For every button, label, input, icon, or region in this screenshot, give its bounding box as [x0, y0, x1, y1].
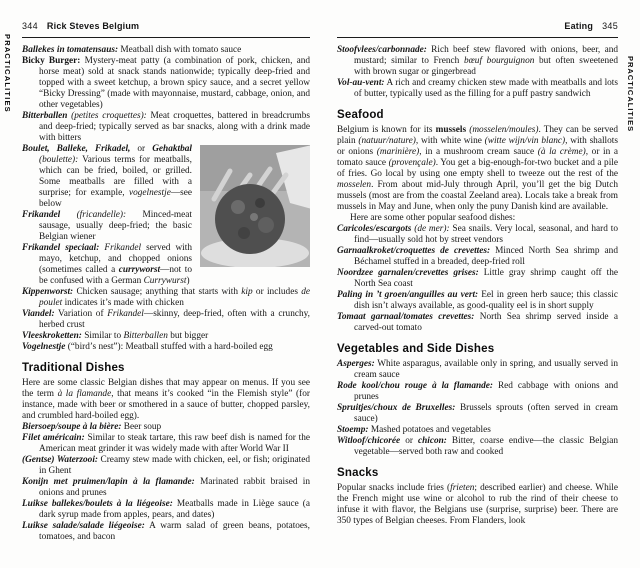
dish-entry: Filet américain: Similar to steak tartare, this raw beef dish is named for the American meat grinder it was widely made with after World War II	[22, 433, 311, 454]
practicalities-side-label-left: PRACTICALITIES	[3, 34, 12, 113]
dish-entry: (Gentse) Waterzooi: Creamy stew made with chicken, eel, or fish; originated in Ghent	[22, 455, 310, 476]
running-head-left: Rick Steves Belgium	[46, 21, 140, 31]
practicalities-tab-label: PRACTICALITIES	[626, 55, 635, 133]
dish-entry: Luikse ballekes/boulets à la liégeoise: Meatballs made in Liège sauce (a dark syrup made from apples, pears, and dates)	[22, 499, 310, 520]
stew-entries	[337, 45, 618, 100]
dish-entry: Vogelnestje (“bird’s nest”): Meatball stuffed with a hard-boiled egg	[22, 342, 273, 352]
running-head-right: Eating	[564, 21, 594, 31]
dish-entry: Caricoles/escargots (de mer): Sea snails. Very local, seasonal, and hard to find—usually sold hot by street vendors	[337, 224, 618, 245]
dish-entry: Frikandel (fricandelle): Minced-meat sausage, usually deep-fried; the basic Belgian wiener	[22, 210, 193, 242]
dish-entry: Stoemp: Mashed potatoes and vegetables	[337, 425, 491, 435]
dish-entry: Frikandel speciaal: Frikandel served with mayo, ketchup, and chopped onions (sometimes called a curryworst—not to be confused with a German Currywurst)	[22, 243, 193, 286]
section-heading: Traditional Dishes	[22, 362, 125, 374]
page-body-left	[22, 45, 310, 543]
dish-entry: Asperges: White asparagus, available only in spring, and usually served in cream sauce	[337, 359, 618, 380]
dish-entry: Konijn met pruimen/lapin à la flamande: Marinated rabbit braised in onions and prunes	[22, 477, 311, 498]
dish-entry: Paling in ’t groen/anguilles au vert: Eel in green herb sauce; this classic dish isn’t always available, as good-quality eel is in short supply	[337, 290, 618, 311]
page-number-right: 345	[602, 21, 618, 31]
traditional-dish-entries	[22, 422, 310, 543]
seafood-entries	[337, 224, 618, 334]
page-header-left	[22, 20, 310, 38]
dish-entry: Witloof/chicorée or chicon: Bitter, coarse endive—the classic Belgian vegetable—served both raw and cooked	[337, 436, 618, 457]
dish-entry: Noordzee garnalen/crevettes grises: Little gray shrimp caught off the North Sea coast	[337, 268, 618, 289]
dish-entry: Viandel: Variation of Frikandel—skinny, deep-fried, often with a crunchy, herbed crust	[22, 309, 310, 330]
body-paragraph: Here are some classic Belgian dishes that may appear on menus. If you see the term à la flamande, that means it’s cooked “in the Flemish style” (for instance, made with beer or smothered in a sauce of butter, chopped parsley, and crumbled hard-boiled egg).	[22, 378, 310, 421]
dish-entry: Garnaalkroket/croquettes de crevettes: Minced North Sea shrimp and Béchamel stuffed in a breaded, deep-fried roll	[337, 246, 618, 267]
body-paragraph: Popular snacks include fries (frieten; described earlier) and cheese. While the French might use wine or alcohol to rub the rind of their cheese to infuse it with flavor, the Belgians use (surprise, surprise) beer. There are 350 types of Belgian cheeses. From Flanders, look	[337, 483, 619, 526]
practicalities-tab-right	[621, 54, 640, 134]
meat-snack-entries-wrapped	[22, 144, 310, 353]
vegetable-entries	[337, 359, 618, 458]
page-header-right	[337, 20, 618, 38]
page-number-left: 344	[22, 21, 38, 31]
body-paragraph: Here are some other popular seafood dishes:	[350, 213, 516, 223]
body-paragraph: Belgium is known for its mussels (mosselen/moules). They can be served plain (natuur/nature), with white wine (witte wijn/vin blanc), with shallots or onions (marinière), in a mushroom cream sauce (à la crème), or in a tomato sauce (provençale). You get a big-enough-for-two bucket and a pile of fries. Go local by using one empty shell to tweeze out the rest of the mosselen. From about mid-July through April, you’ll get the big Dutch mussels (most are from the coastal Zeeland area). Locals take a break from mussels in May and June, when only the puny Danish kind are available.	[337, 125, 619, 212]
dish-entry: Luikse salade/salade liégeoise: A warm salad of green beans, potatoes, tomatoes, and bacon	[22, 521, 310, 542]
meatball-and-fries-photo	[200, 145, 310, 267]
dish-entry: Rode kool/chou rouge à la flamande: Red cabbage with onions and prunes	[337, 381, 619, 402]
dish-entry: Spruitjes/choux de Bruxelles: Brussels sprouts (often served in cream sauce)	[337, 403, 618, 424]
page-left	[22, 20, 310, 543]
page-right	[337, 20, 618, 527]
section-heading: Vegetables and Side Dishes	[337, 343, 495, 355]
dish-entry: Tomaat garnaal/tomates crevettes: North Sea shrimp served inside a carved-out tomato	[337, 312, 618, 333]
dish-entry: Bicky Burger: Mystery-meat patty (a combination of pork, chicken, and horse meat) sold at snack stands nationwide; typically deep-fried and topped with a sweet ketchup, a brown spicy sauce, and a secret yellow “Bicky Dressing” (made with mayonnaise, mustard, cabbage, onion, and other vegetables)	[22, 56, 310, 110]
dish-entry: Ballekes in tomatensaus: Meatball dish with tomato sauce	[22, 45, 242, 55]
dish-entry: Biersoep/soupe à la bière: Beer soup	[22, 422, 162, 432]
meat-snack-entries	[22, 45, 310, 144]
dish-entry: Bitterballen (petites croquettes): Meat croquettes, battered in breadcrumbs and deep-fried; typically served as bar snacks, along with a drink made with bitters	[22, 111, 311, 143]
dish-entry: Vol-au-vent: A rich and creamy chicken stew made with meatballs and lots of butter, typically used as the filling for a puff pastry sandwich	[337, 78, 618, 99]
page-body-right	[337, 45, 618, 527]
dish-entry: Kippenworst: Chicken sausage; anything that starts with kip or includes de poulet indicates it’s made with chicken	[22, 287, 311, 308]
section-heading: Seafood	[337, 109, 384, 121]
section-heading: Snacks	[337, 467, 379, 479]
dish-entry: Stoofvlees/carbonnade: Rich beef stew flavored with onions, beer, and mustard; similar to French bœuf bourguignon but often sweetened with brown sugar or gingerbread	[337, 45, 618, 77]
dish-entry: Vleeskroketten: Similar to Bitterballen but bigger	[22, 331, 209, 341]
dish-entry: Boulet, Balleke, Frikadel, or Gehaktbal (boulette): Various terms for meatballs, which can be fried, boiled, or grilled. Some meatballs are filled with a surprise; for example, vogelnestje—see below	[22, 144, 192, 209]
